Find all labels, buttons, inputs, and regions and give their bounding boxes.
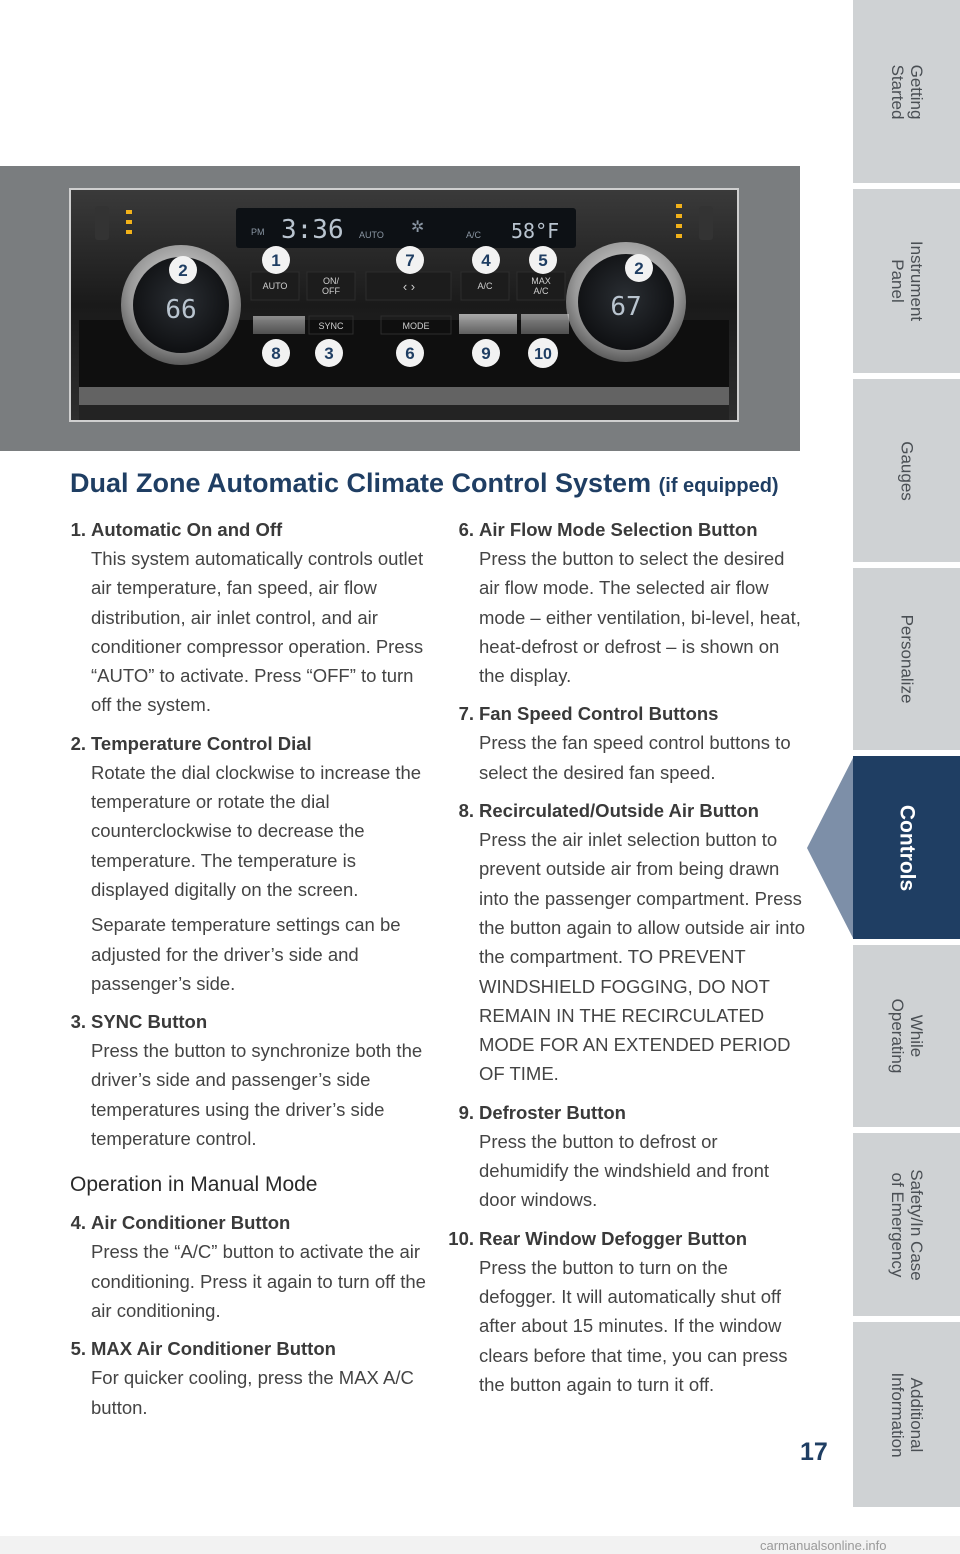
callout-ac: 4 bbox=[481, 251, 491, 270]
temperature-dial-right[interactable] bbox=[566, 242, 686, 362]
display-pm: PM bbox=[251, 227, 265, 237]
item-heading bbox=[70, 516, 430, 544]
list-item bbox=[440, 1099, 810, 1215]
item-number: 1. bbox=[70, 519, 86, 540]
item-number: 6. bbox=[458, 519, 474, 540]
display-ac: A/C bbox=[466, 230, 482, 240]
fan-display-icon: ✲ bbox=[411, 217, 425, 236]
item-paragraph: Rotate the dial clockwise to increase the temperature or rotate the dial counterclockwise to decrease the temperature. The temperature is displayed digitally on the screen. bbox=[91, 761, 422, 900]
sync-button-label: SYNC bbox=[318, 321, 344, 331]
manual-items-list bbox=[70, 1209, 430, 1421]
item-body bbox=[70, 1237, 430, 1325]
sidebar-tab-gauges[interactable] bbox=[853, 379, 960, 565]
item-number: 10. bbox=[448, 1227, 474, 1249]
rear-defog-button[interactable] bbox=[521, 314, 569, 334]
ac-button-label: A/C bbox=[477, 281, 493, 291]
item-heading bbox=[440, 1099, 810, 1127]
sidebar-tab-label: Getting Started bbox=[887, 64, 926, 119]
item-body bbox=[440, 544, 810, 690]
item-number: 7. bbox=[458, 703, 474, 725]
sidebar-tab-label: Gauges bbox=[897, 440, 916, 501]
sidebar-tab-safety-in-case-of-emergency[interactable] bbox=[853, 1133, 960, 1319]
right-items-list bbox=[440, 516, 810, 1399]
item-heading-text: Rear Window Defogger Button bbox=[479, 1227, 748, 1249]
item-body bbox=[440, 1127, 810, 1215]
item-paragraph: Separate temperature settings can be adjusted for the driver’s side and passenger’s side. bbox=[91, 914, 401, 994]
item-paragraph: For quicker cooling, press the MAX A/C button. bbox=[91, 1367, 414, 1418]
list-item bbox=[440, 1225, 810, 1399]
item-paragraph: Press the “A/C” button to activate the air conditioning. Press it again to turn off the air conditioning. bbox=[91, 1241, 426, 1321]
sidebar-tab-label: Instrument Panel bbox=[887, 240, 926, 322]
sidebar-tab-additional-information[interactable] bbox=[853, 1322, 960, 1510]
sidebar-tab-getting-started[interactable] bbox=[853, 0, 960, 186]
on-off-button-label: ON/ bbox=[322, 276, 340, 286]
item-paragraph: Press the button to turn on the defogger. It will automatically shut off after about 15 minutes. If the window clears before that time, you can press the button again to turn it off. bbox=[479, 1256, 788, 1395]
list-item bbox=[440, 516, 810, 690]
list-item bbox=[70, 1335, 430, 1422]
item-paragraph: Press the button to defrost or dehumidify the windshield and front door windows. bbox=[479, 1130, 770, 1211]
sidebar-tab-controls[interactable] bbox=[853, 756, 960, 942]
mode-button-label: MODE bbox=[402, 321, 430, 331]
list-item bbox=[440, 700, 810, 787]
sidebar-tab-while-operating[interactable] bbox=[853, 945, 960, 1130]
item-paragraph: Press the button to synchronize both the driver’s side and passenger’s side temperatures using the driver’s side temperature control. bbox=[91, 1040, 423, 1150]
climate-control-photo bbox=[69, 188, 739, 422]
sidebar-tab-label: While Operating bbox=[887, 998, 926, 1074]
item-heading bbox=[440, 1225, 810, 1253]
item-body bbox=[440, 1253, 810, 1399]
item-heading-text: Defroster Button bbox=[479, 1101, 626, 1123]
page-title-suffix: (if equipped) bbox=[658, 475, 779, 497]
item-number: 2. bbox=[70, 732, 86, 754]
right-column bbox=[440, 516, 810, 1409]
list-item bbox=[440, 797, 810, 1089]
watermark: carmanualsonline.info bbox=[760, 1538, 887, 1553]
callout-defrost: 9 bbox=[481, 344, 491, 363]
item-heading bbox=[440, 516, 810, 544]
callout-rear-defog: 10 bbox=[534, 346, 552, 363]
sidebar-tab-label: Additional Information bbox=[887, 1371, 926, 1458]
item-heading-text: Temperature Control Dial bbox=[91, 732, 312, 754]
item-heading-text: MAX Air Conditioner Button bbox=[91, 1338, 336, 1360]
item-paragraph: Press the fan speed control buttons to select the desired fan speed. bbox=[479, 732, 791, 783]
item-heading bbox=[70, 730, 430, 758]
item-body bbox=[70, 544, 430, 720]
item-body bbox=[440, 825, 810, 1089]
item-number: 8. bbox=[458, 800, 474, 822]
item-heading bbox=[70, 1008, 430, 1036]
item-number: 9. bbox=[458, 1101, 474, 1123]
fan-speed-icon: ‹ › bbox=[402, 279, 416, 294]
callout-fan: 7 bbox=[405, 251, 415, 270]
item-heading bbox=[440, 700, 810, 728]
on-off-button-label-2: OFF bbox=[322, 286, 340, 296]
left-dial-temp: 66 bbox=[165, 295, 197, 325]
left-column bbox=[70, 516, 430, 1432]
item-paragraph: Press the button to select the desired air flow mode. The selected air flow mode – either ventilation, bi-level, heat, heat-defrost or defrost – is shown on the display. bbox=[479, 548, 801, 687]
callout-max-ac: 5 bbox=[538, 251, 548, 270]
callout-recirc: 8 bbox=[271, 344, 281, 363]
item-heading-text: Fan Speed Control Buttons bbox=[479, 703, 719, 725]
item-heading-text: Automatic On and Off bbox=[91, 519, 283, 540]
item-heading-text: Air Flow Mode Selection Button bbox=[479, 519, 758, 540]
max-ac-button-label: MAX bbox=[531, 276, 551, 286]
active-tab-pointer bbox=[807, 756, 854, 940]
max-ac-button-label-2: A/C bbox=[533, 286, 549, 296]
display-auto: AUTO bbox=[359, 230, 384, 240]
manual-mode-heading: Operation in Manual Mode bbox=[70, 1173, 318, 1197]
list-item bbox=[70, 516, 430, 720]
item-body bbox=[440, 728, 810, 787]
item-body bbox=[70, 1036, 430, 1153]
callout-mode: 6 bbox=[405, 344, 415, 363]
sidebar-tab-instrument-panel[interactable] bbox=[853, 189, 960, 376]
list-item bbox=[70, 730, 430, 998]
item-number: 5. bbox=[70, 1338, 86, 1360]
callout-dial-right: 2 bbox=[634, 259, 644, 278]
item-heading-text: Recirculated/Outside Air Button bbox=[479, 800, 759, 822]
item-body bbox=[70, 1363, 430, 1422]
item-number: 3. bbox=[70, 1011, 86, 1033]
list-item bbox=[70, 1008, 430, 1153]
left-items-list bbox=[70, 516, 430, 1153]
display-outside-temp: 58°F bbox=[511, 219, 560, 243]
item-heading-text: Air Conditioner Button bbox=[91, 1212, 291, 1234]
callout-dial-left: 2 bbox=[178, 261, 188, 280]
chapter-sidebar bbox=[853, 0, 960, 1510]
recirc-button[interactable] bbox=[253, 316, 305, 334]
item-body bbox=[70, 758, 430, 998]
item-heading bbox=[70, 1335, 430, 1363]
item-heading bbox=[440, 797, 810, 825]
display-clock: 3:36 bbox=[281, 215, 344, 245]
page-title-main: Dual Zone Automatic Climate Control System bbox=[70, 468, 652, 498]
page-title bbox=[70, 468, 810, 499]
page-number: 17 bbox=[800, 1438, 828, 1466]
item-number: 4. bbox=[70, 1212, 86, 1234]
sidebar-tab-label: Safety/In Case of Emergency bbox=[887, 1168, 926, 1281]
sidebar-tab-label: Controls bbox=[895, 804, 918, 891]
callout-auto: 1 bbox=[271, 251, 281, 270]
defrost-button[interactable] bbox=[459, 314, 517, 334]
auto-button-label: AUTO bbox=[262, 281, 288, 291]
item-heading-text: SYNC Button bbox=[91, 1011, 208, 1033]
item-paragraph: Press the air inlet selection button to prevent outside air from being drawn into the passenger compartment. Press the button again to allow outside air into the compartment. TO PREVENT WINDSHIELD FOGGING, DO NOT REMAIN IN THE RECIRCULATED MODE FOR AN EXTENDED PERIOD OF TIME. bbox=[479, 829, 806, 1085]
sidebar-tab-label: Personalize bbox=[897, 614, 916, 704]
item-heading bbox=[70, 1209, 430, 1237]
item-paragraph: This system automatically controls outlet air temperature, fan speed, air flow distribution, air inlet control, and air conditioner compressor operation. Press “AUTO” to activate. Press “OFF” to turn off the system. bbox=[91, 548, 424, 716]
sidebar-tab-personalize[interactable] bbox=[853, 568, 960, 753]
right-dial-temp: 67 bbox=[610, 292, 642, 322]
callout-sync: 3 bbox=[324, 344, 334, 363]
list-item bbox=[70, 1209, 430, 1325]
